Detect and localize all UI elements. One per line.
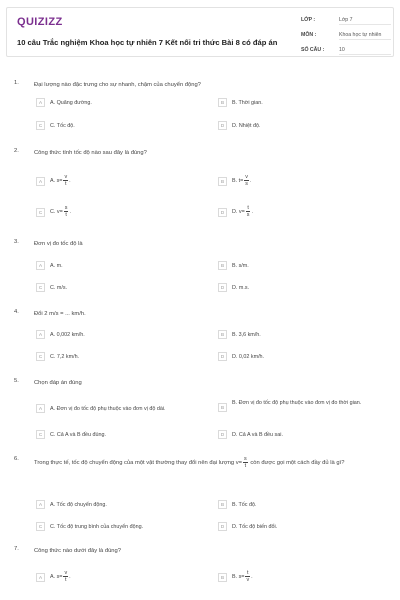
question-number: 3. xyxy=(14,239,19,245)
option-letter: A xyxy=(36,330,45,339)
meta-subject-label: MÔN : xyxy=(301,32,317,38)
fraction-numerator: s xyxy=(244,456,247,462)
option-text: C. Cả A và B đều đúng. xyxy=(50,432,107,438)
option-letter: C xyxy=(36,430,45,439)
option-text: A. Đơn vị đo tốc độ phụ thuộc vào đơn vị độ dài. xyxy=(50,406,166,412)
formula-suffix: . xyxy=(251,573,253,580)
question-number: 5. xyxy=(14,378,19,384)
option-text: C. m/s. xyxy=(50,285,68,291)
option-letter: D xyxy=(218,121,227,130)
option-text: D. Cả A và B đều sai. xyxy=(232,432,283,438)
fraction-numerator: v xyxy=(245,174,248,180)
option-text: A. Tốc độ chuyển động. xyxy=(50,502,107,508)
option-text xyxy=(232,205,253,218)
document-header xyxy=(6,7,394,57)
meta-subject xyxy=(301,32,391,40)
option-text: D. Tốc độ biến đổi. xyxy=(232,524,278,530)
meta-count xyxy=(301,47,391,55)
option-text xyxy=(50,205,71,218)
fraction xyxy=(245,570,250,583)
fraction xyxy=(246,205,251,218)
option-text: A. 0,002 km/h. xyxy=(50,332,85,338)
option-letter: A xyxy=(36,404,45,413)
meta-class-label: LỚP : xyxy=(301,17,316,23)
option-letter: D xyxy=(218,283,227,292)
quizizz-logo: QUIZIZZ xyxy=(17,16,63,28)
formula-prefix: A. s= xyxy=(50,573,63,580)
fraction-numerator: v xyxy=(64,570,68,576)
option-text: B. Đơn vị đo tốc độ phụ thuộc vào đơn vị đo thời gian. xyxy=(232,400,362,406)
option-text: B. s/m. xyxy=(232,263,249,269)
fraction xyxy=(64,205,69,218)
option-letter: A xyxy=(36,573,45,582)
fraction-denominator: t xyxy=(244,463,247,469)
document-title: 10 câu Trắc nghiệm Khoa học tự nhiên 7 Kết nối tri thức Bài 8 có đáp án xyxy=(17,38,278,47)
fraction xyxy=(63,174,68,187)
formula-prefix: B. t= xyxy=(232,177,244,184)
fraction xyxy=(244,174,249,187)
fraction-denominator: t xyxy=(65,212,67,218)
formula-prefix: D. v= xyxy=(232,208,245,215)
option-text: A. Quãng đường. xyxy=(50,100,92,106)
fraction xyxy=(243,456,248,469)
option-letter: A xyxy=(36,500,45,509)
option-text: C. Tốc độ. xyxy=(50,123,75,129)
question-number: 1. xyxy=(14,80,19,86)
fraction-numerator: t xyxy=(247,570,249,576)
option-letter: B xyxy=(218,330,227,339)
option-letter: C xyxy=(36,283,45,292)
question-text xyxy=(34,456,386,469)
question-text-after: còn được gọi một cách đầy đủ là gì? xyxy=(250,460,345,467)
option-letter: C xyxy=(36,352,45,361)
option-letter: B xyxy=(218,403,227,412)
formula-suffix: . xyxy=(69,573,71,580)
fraction-denominator: t xyxy=(65,181,67,187)
meta-count-label: SỐ CÂU : xyxy=(301,47,325,53)
question-number: 2. xyxy=(14,148,19,154)
formula-prefix: C. v= xyxy=(50,208,63,215)
option-text xyxy=(232,570,253,583)
formula-prefix: B. s= xyxy=(232,573,245,580)
option-letter: B xyxy=(218,98,227,107)
option-letter: B xyxy=(218,261,227,270)
option-letter: C xyxy=(36,121,45,130)
question-number: 7. xyxy=(14,546,19,552)
fraction-numerator: t xyxy=(247,205,249,211)
formula-suffix: . xyxy=(69,208,71,215)
question-text: Công thức tính tốc độ nào sau đây là đúng? xyxy=(34,150,147,156)
option-text: C. Tốc độ trung bình của chuyển động. xyxy=(50,524,144,530)
option-text: B. 3,6 km/h. xyxy=(232,332,261,338)
option-letter: D xyxy=(218,208,227,217)
option-text: D. Nhiệt độ. xyxy=(232,123,261,129)
meta-subject-value: Khoa học tự nhiên xyxy=(339,32,391,40)
meta-class xyxy=(301,17,391,25)
question-text: Công thức nào dưới đây là đúng? xyxy=(34,548,121,554)
option-letter: B xyxy=(218,573,227,582)
option-text: B. Thời gian. xyxy=(232,100,263,106)
option-text: C. 7,2 km/h. xyxy=(50,354,80,360)
option-letter: C xyxy=(36,522,45,531)
meta-class-value: Lớp 7 xyxy=(339,17,391,25)
formula-suffix: . xyxy=(69,177,71,184)
question-number: 6. xyxy=(14,456,19,462)
option-letter: B xyxy=(218,177,227,186)
option-letter: A xyxy=(36,177,45,186)
question-text: Đổi 2 m/s = ... km/h. xyxy=(34,311,86,317)
question-text: Đại lượng nào đặc trưng cho sự nhanh, chậm của chuyển động? xyxy=(34,82,201,88)
formula-prefix: A. s= xyxy=(50,177,63,184)
fraction-denominator: s xyxy=(245,181,248,187)
question-text-before: Trong thực tế, tốc độ chuyển động của một vật thường thay đổi nên đại lượng v= xyxy=(34,460,243,467)
fraction-numerator: v xyxy=(64,174,68,180)
option-letter: A xyxy=(36,98,45,107)
fraction-denominator: v xyxy=(246,577,250,583)
option-letter: D xyxy=(218,352,227,361)
option-text: D. 0,02 km/h. xyxy=(232,354,265,360)
option-letter: C xyxy=(36,208,45,217)
formula-suffix: . xyxy=(249,177,252,184)
option-text: B. Tốc độ. xyxy=(232,502,257,508)
fraction-denominator: s xyxy=(246,212,250,218)
fraction-denominator: t xyxy=(65,577,67,583)
option-text xyxy=(50,174,71,187)
option-text xyxy=(50,570,71,583)
fraction xyxy=(63,570,68,583)
option-text xyxy=(232,174,251,187)
question-text: Chọn đáp án đúng xyxy=(34,380,82,386)
fraction-numerator: s xyxy=(64,205,68,211)
question-number: 4. xyxy=(14,309,19,315)
option-text: A. m. xyxy=(50,263,63,269)
option-letter: D xyxy=(218,522,227,531)
option-text: D. m.s. xyxy=(232,285,250,291)
formula-suffix: . xyxy=(251,208,253,215)
option-letter: D xyxy=(218,430,227,439)
option-letter: A xyxy=(36,261,45,270)
option-letter: B xyxy=(218,500,227,509)
question-text: Đơn vị đo tốc độ là xyxy=(34,241,83,247)
meta-count-value: 10 xyxy=(339,47,391,55)
